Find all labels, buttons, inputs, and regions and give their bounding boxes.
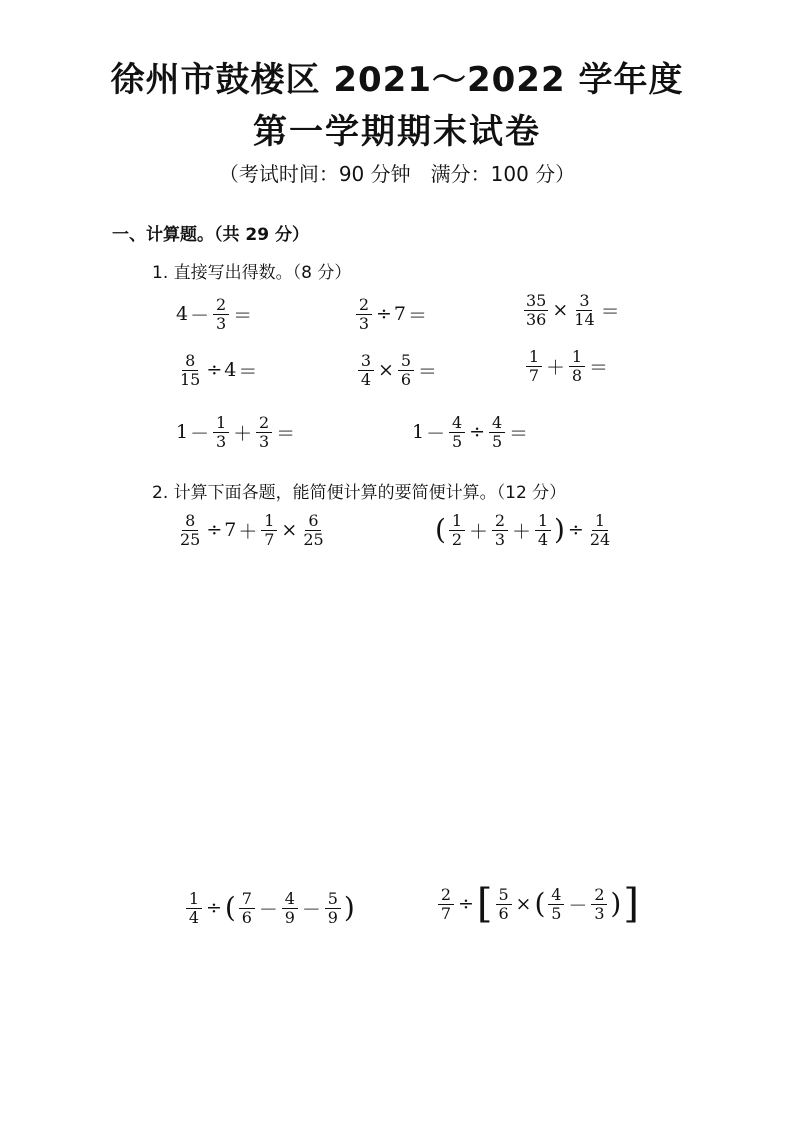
expr-q2-2: ( $\frac{1}{2}$ ＋ $\frac{2}{3}$ ＋ $\frac{1}{4}$ ) ÷ $\frac{1}{24}$: [435, 511, 611, 549]
expr-q1-3: $\frac{35}{36}$ × $\frac{3}{14}$ ＝: [526, 291, 620, 329]
expr-q1-7: 1 － $\frac{1}{3}$ ＋ $\frac{2}{3}$ ＝: [176, 413, 296, 451]
exam-title-line2: 第一学期期末试卷: [253, 112, 541, 152]
question-1-label: 1. 直接写出得数。（8 分）: [152, 263, 352, 283]
expr-q1-1: 4 － $\frac{2}{3}$ ＝: [176, 295, 253, 333]
expr-q1-2: $\frac{2}{3}$ ÷ 7 ＝: [354, 296, 429, 332]
expr-q2-1: $\frac{8}{25}$ ÷ 7 ＋ $\frac{1}{7}$ × $\frac{6}{25}$: [180, 511, 324, 549]
expr-q1-5: $\frac{3}{4}$ × $\frac{5}{6}$ ＝: [356, 352, 439, 388]
expr-q1-4: $\frac{8}{15}$ ÷ 4 ＝: [180, 351, 258, 389]
expr-q2-4: $\frac{2}{7}$ ÷ [ $\frac{5}{6}$ × ( $\frac{4}{5}$ － $\frac{2}{3}$ ) ]: [436, 884, 640, 924]
question-2-label: 2. 计算下面各题，能简便计算的要简便计算。（12 分）: [152, 483, 567, 503]
exam-title-line1: 徐州市鼓楼区 2021～2022 学年度: [110, 60, 684, 100]
exam-subtitle: （考试时间：90 分钟 满分：100 分）: [218, 162, 576, 186]
expr-q2-3: $\frac{1}{4}$ ÷ ( $\frac{7}{6}$ － $\frac{4}{9}$ － $\frac{5}{9}$ ): [184, 890, 356, 926]
expr-q1-6: $\frac{1}{7}$ ＋ $\frac{1}{8}$ ＝: [524, 348, 610, 384]
expr-q1-8: 1 － $\frac{4}{5}$ ÷ $\frac{4}{5}$ ＝: [412, 413, 529, 451]
section-heading: 一、计算题。（共 29 分）: [112, 225, 309, 245]
